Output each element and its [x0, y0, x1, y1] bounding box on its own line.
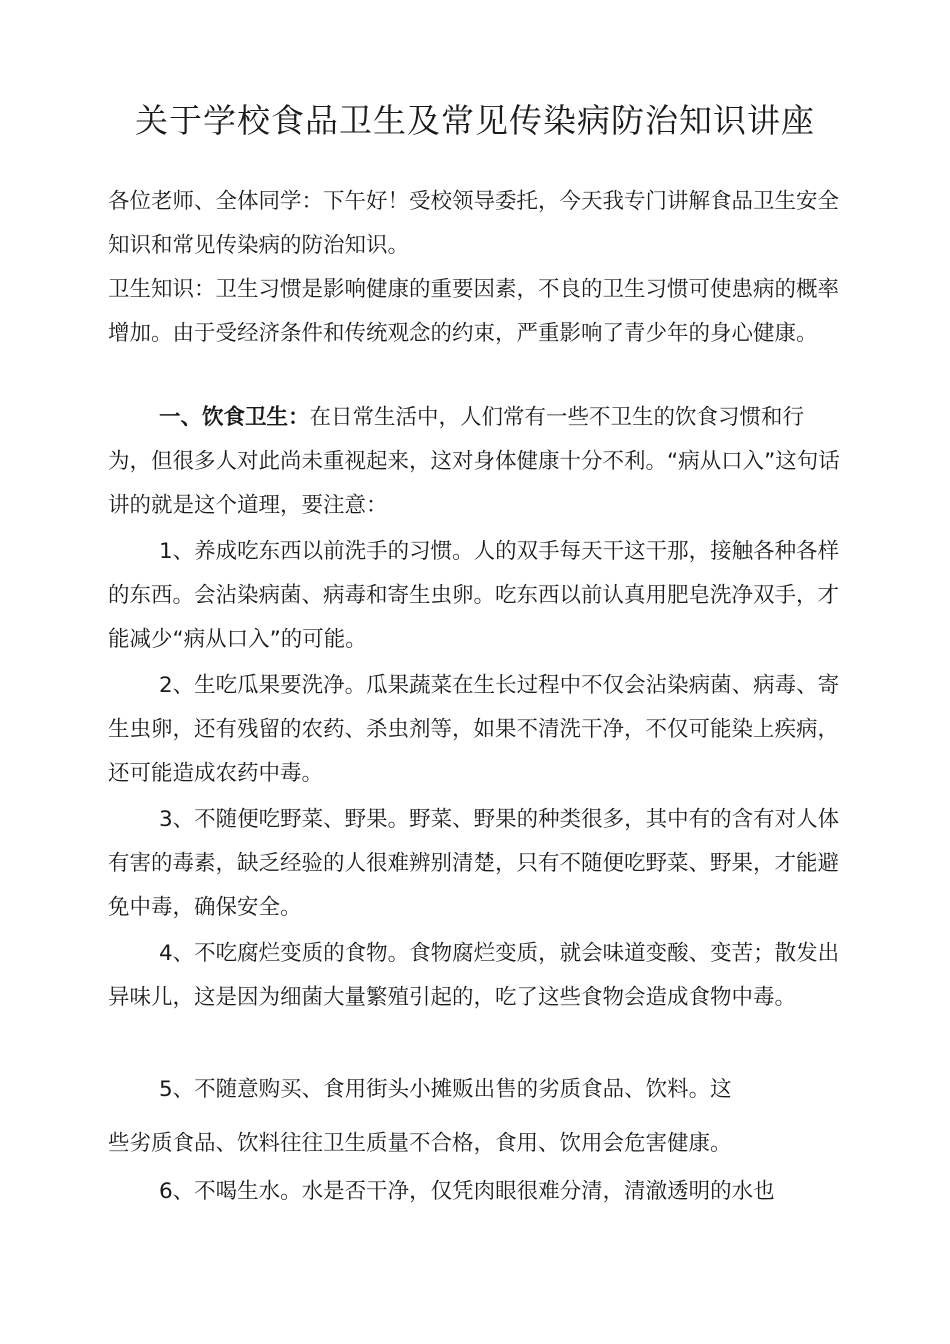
section1-paragraph	[108, 396, 842, 528]
section1-heading: 一、饮食卫生：	[159, 405, 310, 430]
item5-line2: 些劣质食品、饮料往往卫生质量不合格，食用、饮用会危害健康。	[108, 1131, 732, 1156]
item4-paragraph: 4、不吃腐烂变质的食物。食物腐烂变质，就会味道变酸、变苦；散发出异味儿，这是因为细菌大量繁殖引起的，吃了这些食物会造成食物中毒。	[108, 941, 840, 1010]
greeting-paragraph: 各位老师、全体同学：下午好！受校领导委托，今天我专门讲解食品卫生安全知识和常见传染病的防治知识。	[108, 189, 840, 258]
item2-paragraph: 2、生吃瓜果要洗净。瓜果蔬菜在生长过程中不仅会沾染病菌、病毒、寄生虫卵，还有残留的农药、杀虫剂等，如果不清洗干净，不仅可能染上疾病，还可能造成农药中毒。	[108, 673, 840, 786]
section1-text: 在日常生活中，人们常有一些不卫生的饮食习惯和行为，但很多人对此尚未重视起来，这对身体健康十分不利。“病从口入”这句话讲的就是这个道理，要注意：	[108, 405, 840, 518]
item3-paragraph: 3、不随便吃野菜、野果。野菜、野果的种类很多，其中有的含有对人体有害的毒素，缺乏经验的人很难辨别清楚，只有不随便吃野菜、野果，才能避免中毒，确保安全。	[108, 807, 840, 920]
document-title: 关于学校食品卫生及常见传染病防治知识讲座	[135, 101, 815, 140]
item5-line1: 5、不随意购买、食用街头小摊贩出售的劣质食品、饮料。这	[159, 1077, 732, 1102]
hygiene-intro-paragraph: 卫生知识：卫生习惯是影响健康的重要因素，不良的卫生习惯可使患病的概率增加。由于受经济条件和传统观念的约束，严重影响了青少年的身心健康。	[108, 277, 840, 346]
item1-paragraph: 1、养成吃东西以前洗手的习惯。人的双手每天干这干那，接触各种各样的东西。会沾染病菌、病毒和寄生虫卵。吃东西以前认真用肥皂洗净双手，才能减少“病从口入”的可能。	[108, 539, 840, 652]
item6-paragraph: 6、不喝生水。水是否干净，仅凭肉眼很难分清，清澈透明的水也	[159, 1179, 775, 1204]
